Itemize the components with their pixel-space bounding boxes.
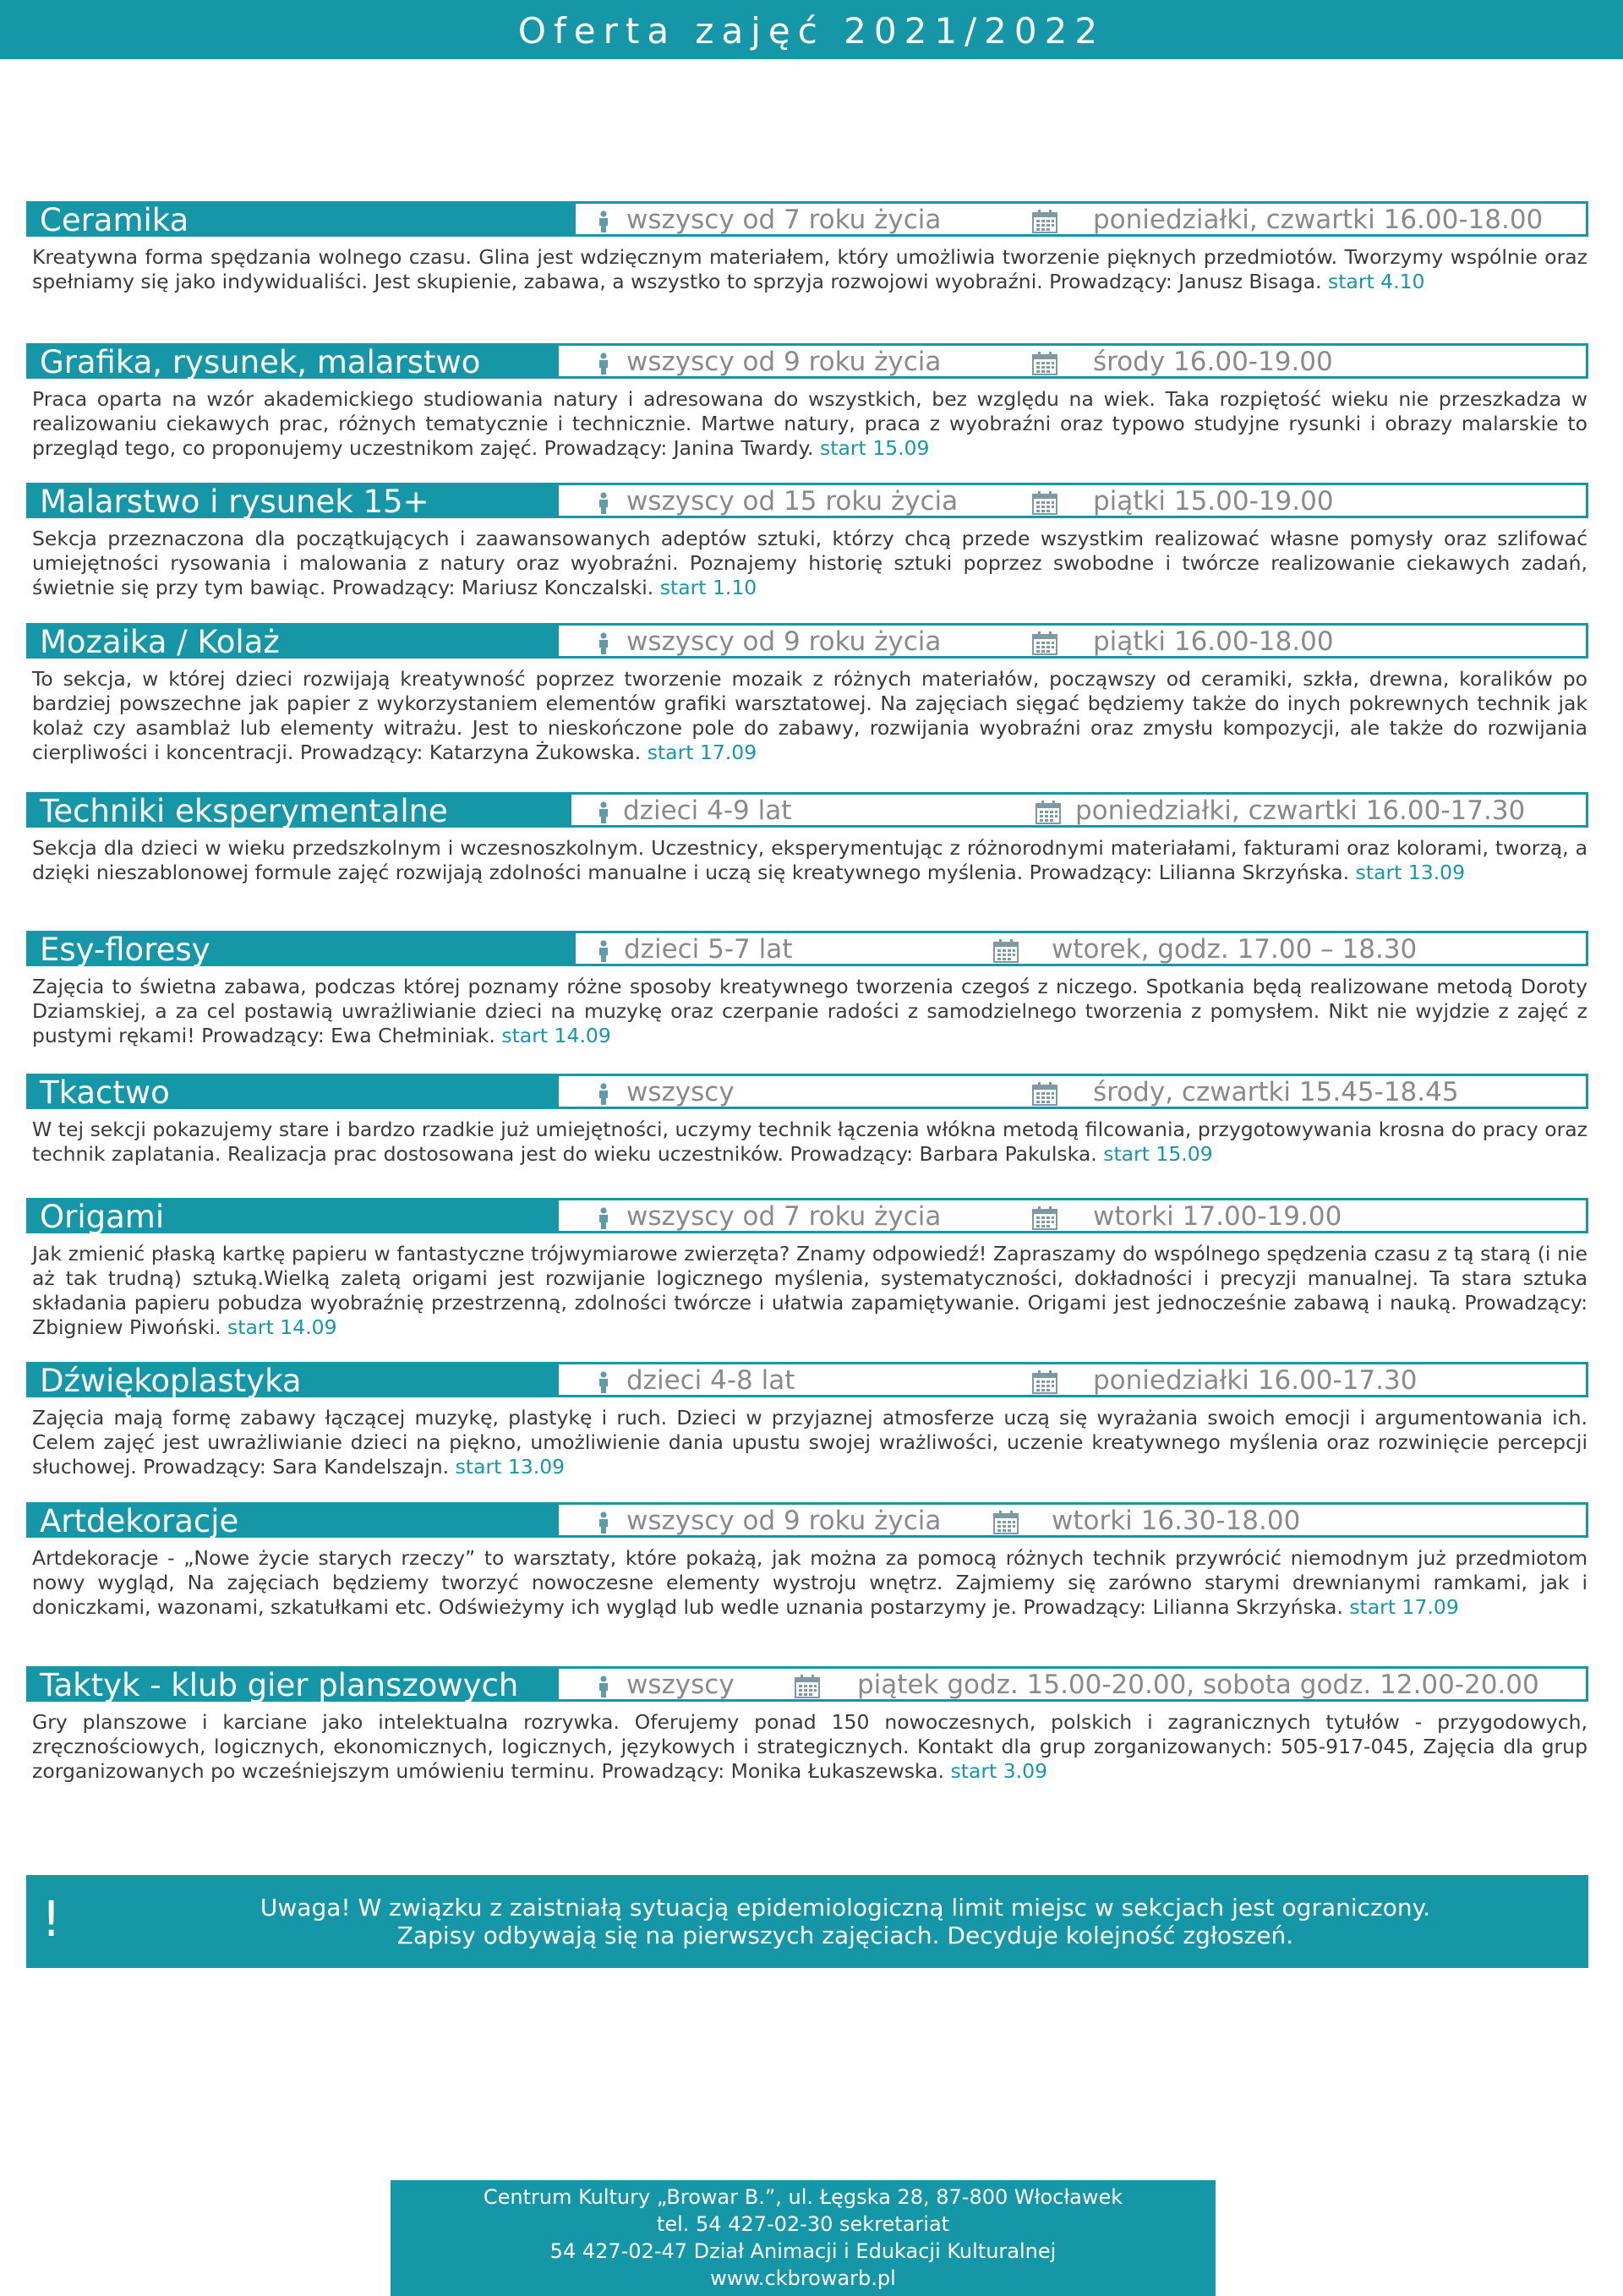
- section-header: [26, 792, 1588, 828]
- age-group: wszyscy od 9 roku życia: [626, 347, 942, 377]
- section-esy-floresy: [26, 931, 1588, 1048]
- start-date: start 13.09: [455, 1455, 566, 1479]
- person-icon: [598, 940, 609, 962]
- section-header: [26, 1502, 1588, 1538]
- age-group: dzieci 4-8 lat: [626, 1365, 795, 1396]
- age-group: wszyscy: [626, 1077, 735, 1107]
- footer-phone: tel. 54 427-02-30 sekretariat: [656, 2212, 950, 2236]
- section-grafika: [26, 343, 1588, 461]
- start-date: start 3.09: [950, 1759, 1048, 1783]
- person-icon: [598, 801, 609, 823]
- section-title: Artdekoracje: [26, 1502, 559, 1538]
- calendar-icon: [1032, 352, 1057, 375]
- notice-line: Uwaga! W związku z zaistniałą sytuacją epidemiologiczną limit miejsc w sekcjach jest ograniczony.: [260, 1894, 1431, 1922]
- section-description: [32, 975, 1587, 1048]
- section-tkactwo: [26, 1074, 1588, 1167]
- start-date: start 15.09: [819, 436, 930, 460]
- section-dzwiekoplastyka: [26, 1362, 1588, 1479]
- schedule: piątki 15.00-19.00: [1093, 486, 1334, 517]
- notice-text: [128, 1894, 1563, 1949]
- calendar-icon: [1036, 801, 1061, 824]
- person-icon: [598, 1371, 609, 1393]
- start-date: start 1.10: [659, 576, 757, 599]
- section-header: [26, 1198, 1588, 1233]
- section-title: Tkactwo: [26, 1074, 559, 1109]
- section-description: [32, 387, 1587, 461]
- start-date: start 4.10: [1327, 270, 1425, 293]
- notice-banner: [26, 1875, 1588, 1968]
- section-header: [26, 623, 1588, 659]
- section-title: Malarstwo i rysunek 15+: [26, 483, 559, 518]
- section-description: [32, 1118, 1587, 1167]
- contact-footer: [391, 2180, 1216, 2296]
- section-title: Mozaika / Kolaż: [26, 623, 559, 659]
- section-title: Esy-floresy: [26, 931, 576, 966]
- section-description: [32, 1546, 1587, 1620]
- schedule: wtorki 16.30-18.00: [1052, 1506, 1301, 1536]
- calendar-icon: [1032, 1370, 1057, 1394]
- age-group: wszyscy: [626, 1670, 735, 1700]
- footer-address: Centrum Kultury „Browar B.”, ul. Łęgska 28, 87-800 Włocławek: [483, 2185, 1123, 2209]
- age-group: dzieci 4-9 lat: [623, 795, 792, 826]
- person-icon: [598, 1676, 609, 1697]
- age-group: wszyscy od 9 roku życia: [626, 626, 942, 657]
- section-ceramika: [26, 201, 1588, 294]
- calendar-icon: [1032, 1082, 1057, 1106]
- section-mozaika: [26, 623, 1588, 765]
- start-date: start 15.09: [1103, 1142, 1213, 1166]
- description-text: To sekcja, w której dzieci rozwijają kreatywność poprzez tworzenie mozaik z różnych materiałów, począwszy od ceramiki, szkła, drewna, koralików po bardziej powszechne jak papier z wykorzystaniem elementów grafiki warsztatowej. Na zajęciach sięgać będziemy także do inych pokrewnych technik jak kolaż czy asamblaż lub elementy witrażu. Jest to nieskończone pole do zabawy, rozwijania wyobraźni oraz zmysłu kompozycji, ale także do rozwijania cierpliwości i koncentracji. Prowadzący: Katarzyna Żukowska.: [32, 667, 1587, 764]
- section-title: Origami: [26, 1198, 559, 1233]
- page-title: Oferta zajęć 2021/2022: [0, 0, 1623, 59]
- section-description: [32, 1406, 1587, 1479]
- schedule: środy 16.00-19.00: [1093, 347, 1333, 377]
- exclamation-icon: !: [41, 1890, 62, 1948]
- schedule: poniedziałki, czwartki 16.00-18.00: [1093, 205, 1544, 235]
- section-description: [32, 1242, 1587, 1340]
- calendar-icon: [993, 1511, 1019, 1534]
- description-text: Zajęcia mają formę zabawy łączącej muzykę, plastykę i ruch. Dzieci w przyjaznej atmosferze uczą się wyrażania swoich emocji i argumentowania ich. Celem zajęć jest uwrażliwianie dzieci na piękno, umożliwienie dania upustu swojej wrażliwości, uczenie kreatywnego myślenia oraz rozwinięcie percepcji słuchowej. Prowadzący: Sara Kandelszajn.: [32, 1406, 1587, 1479]
- start-date: start 17.09: [647, 741, 757, 764]
- description-text: Kreatywna forma spędzania wolnego czasu. Glina jest wdzięcznym materiałem, który umożliwia tworzenie pięknych przedmiotów. Tworzymy wspólnie oraz spełniamy się jako indywidualiści. Jest skupienie, zabawa, a wszystko to sprzyja rozwojowi wyobraźni. Prowadzący: Janusz Bisaga.: [32, 245, 1587, 293]
- section-title: Ceramika: [26, 201, 576, 237]
- person-icon: [598, 353, 609, 374]
- section-taktyk: [26, 1666, 1588, 1784]
- description-text: Sekcja przeznaczona dla początkujących i zaawansowanych adeptów sztuki, którzy chcą przede wszystkim realizować własne pomysły oraz szlifować umiejętności rysowania i malowania z natury oraz wyobraźni. Poznajemy historię sztuki poprzez swobodne i twórcze realizowanie ciekawych zadań, świetnie się przy tym bawiąc. Prowadzący: Mariusz Konczalski.: [32, 527, 1587, 599]
- section-origami: [26, 1198, 1588, 1340]
- notice-line: Zapisy odbywają się na pierwszych zajęciach. Decyduje kolejność zgłoszeń.: [396, 1922, 1294, 1949]
- section-header: [26, 483, 1588, 518]
- age-group: wszyscy od 9 roku życia: [626, 1506, 942, 1536]
- schedule: poniedziałki 16.00-17.30: [1093, 1365, 1418, 1396]
- age-group: wszyscy od 7 roku życia: [626, 1201, 942, 1232]
- calendar-icon: [1032, 491, 1057, 515]
- age-group: wszyscy od 15 roku życia: [626, 486, 959, 517]
- section-title: Dźwiękoplastyka: [26, 1362, 559, 1397]
- calendar-icon: [993, 939, 1019, 963]
- calendar-icon: [795, 1675, 820, 1698]
- description-text: Artdekoracje - „Nowe życie starych rzeczy” to warsztaty, które pokażą, jak można za pomocą różnych technik przywrócić niemodnym już przedmiotom nowy wygląd, Na zajęciach będziemy tworzyć nowoczesne elementy wystroju wnętrz. Zajmiemy się zarówno starymi drewnianymi ramkami, jak i doniczkami, wazonami, szkatułkami etc. Odświeżymy ich wygląd lub wedle uznania postarzymy je. Prowadzący: Lilianna Skrzyńska.: [32, 1546, 1587, 1619]
- description-text: Gry planszowe i karciane jako intelektualna rozrywka. Oferujemy ponad 150 nowoczesnych, polskich i zagranicznych tytułów - przygodowych, zręcznościowych, logicznych, ekonomicznych, logicznych, językowych i strategicznych. Kontakt dla grup zorganizowanych: 505-917-045, Zajęcia dla grup zorganizowanych po wcześniejszym umówieniu terminu. Prowadzący: Monika Łukaszewska.: [32, 1710, 1587, 1783]
- start-date: start 14.09: [501, 1024, 611, 1047]
- section-description: [32, 245, 1587, 294]
- schedule: poniedziałki, czwartki 16.00-17.30: [1075, 795, 1526, 826]
- person-icon: [598, 632, 609, 654]
- section-description: [32, 527, 1587, 600]
- start-date: start 13.09: [1355, 861, 1466, 884]
- start-date: start 14.09: [227, 1315, 337, 1339]
- schedule: piątki 16.00-18.00: [1093, 626, 1334, 657]
- section-header: [26, 931, 1588, 966]
- section-title: Taktyk - klub gier planszowych: [26, 1666, 559, 1702]
- schedule: wtorek, godz. 17.00 – 18.30: [1052, 934, 1418, 965]
- start-date: start 17.09: [1349, 1595, 1459, 1619]
- age-group: wszyscy od 7 roku życia: [626, 205, 942, 235]
- schedule: środy, czwartki 15.45-18.45: [1093, 1077, 1459, 1107]
- section-description: [32, 1710, 1587, 1784]
- section-header: [26, 1074, 1588, 1109]
- section-artdekoracje: [26, 1502, 1588, 1620]
- footer-phone-2: 54 427-02-47 Dział Animacji i Edukacji Kulturalnej: [549, 2239, 1057, 2263]
- section-header: [26, 343, 1588, 379]
- description-text: Jak zmienić płaską kartkę papieru w fantastyczne trójwymiarowe zwierzęta? Znamy odpowiedź! Zapraszamy do wspólnego spędzenia czasu z tą starą (i nie aż tak trudną) sztuką.Wielką zaletą origami jest rozwijanie logicznego myślenia, systematyczności, dokładności i precyzji manualnej. Ta stara sztuka składania papieru pobudza wyobraźnię przestrzenną, zdolności twórcze i ułatwia zapamiętywanie. Origami jest jednocześnie zabawą i nauką. Prowadzący: Zbigniew Piwoński.: [32, 1242, 1587, 1339]
- description-text: Praca oparta na wzór akademickiego studiowania natury i adresowana do wszystkich, bez względu na wiek. Taka rozpiętość wieku nie przeszkadza w realizowaniu ciekawych prac, różnych tematycznie i technicznie. Martwe natury, praca z wyobraźni oraz typowo studyjne rysunki i obrazy malarskie to przegląd tego, co proponujemy uczestnikom zajęć. Prowadzący: Janina Twardy.: [32, 387, 1587, 460]
- calendar-icon: [1032, 1206, 1057, 1230]
- section-title: Techniki eksperymentalne: [26, 792, 571, 828]
- section-techniki: [26, 792, 1588, 885]
- section-header: [26, 1362, 1588, 1397]
- section-title: Grafika, rysunek, malarstwo: [26, 343, 559, 379]
- section-header: [26, 201, 1588, 237]
- footer-website: www.ckbrowarb.pl: [710, 2266, 896, 2290]
- section-description: [32, 836, 1587, 885]
- schedule: wtorki 17.00-19.00: [1093, 1201, 1342, 1232]
- section-header: [26, 1666, 1588, 1702]
- age-group: dzieci 5-7 lat: [624, 934, 793, 965]
- person-icon: [598, 492, 609, 514]
- person-icon: [598, 1083, 609, 1105]
- schedule: piątek godz. 15.00-20.00, sobota godz. 12.00-20.00: [857, 1670, 1539, 1700]
- section-malarstwo: [26, 483, 1588, 600]
- calendar-icon: [1032, 210, 1057, 233]
- section-description: [32, 667, 1587, 765]
- person-icon: [598, 1207, 609, 1229]
- description-text: Sekcja dla dzieci w wieku przedszkolnym i wczesnoszkolnym. Uczestnicy, eksperymentując z różnorodnymi materiałami, fakturami oraz kolorami, tworzą, a dzięki nieszablonowej formule zajęć rozwijają zdolności manualne i uczą się kreatywnego myślenia. Prowadzący: Lilianna Skrzyńska.: [32, 836, 1587, 884]
- person-icon: [598, 210, 609, 232]
- person-icon: [598, 1512, 609, 1533]
- calendar-icon: [1032, 631, 1057, 655]
- description-text: Zajęcia to świetna zabawa, podczas której poznamy różne sposoby kreatywnego tworzenia czegoś z niczego. Spotkania będą realizowane metodą Doroty Dziamskiej, a za cel postawią uwrażliwianie dzieci na muzykę oraz czerpanie radości z samodzielnego tworzenia z pomysłem. Nikt nie wyjdzie z zajęć z pustymi rękami! Prowadzący: Ewa Chełminiak.: [32, 975, 1587, 1047]
- description-text: W tej sekcji pokazujemy stare i bardzo rzadkie już umiejętności, uczymy technik łączenia włókna metodą filcowania, przygotowywania krosna do pracy oraz technik zaplatania. Realizacja prac dostosowana jest do wieku uczestników. Prowadzący: Barbara Pakulska.: [32, 1118, 1587, 1166]
